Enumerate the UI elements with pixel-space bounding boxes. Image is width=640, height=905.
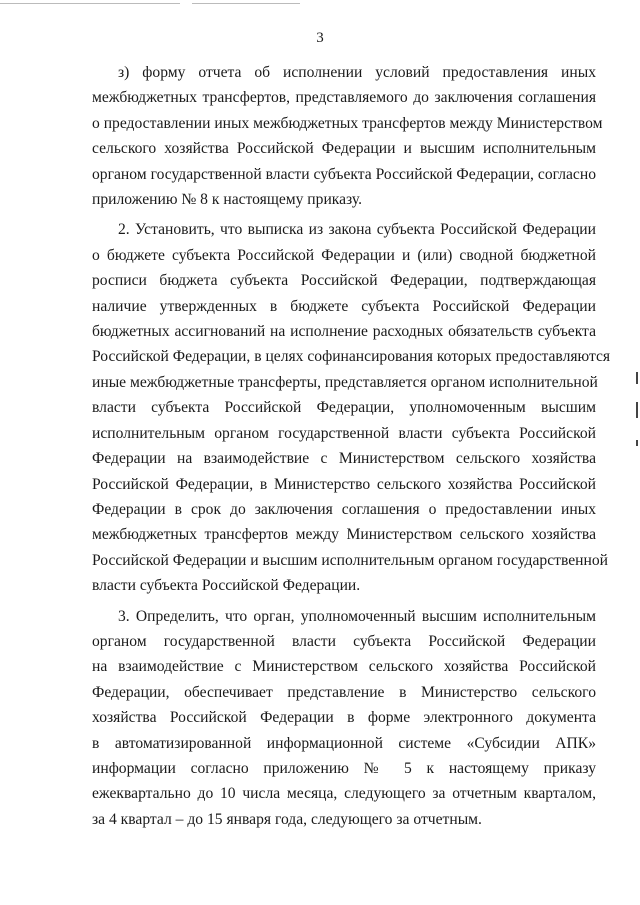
text-line: межбюджетных трансфертов, представляемого до заключения соглашения bbox=[92, 89, 596, 107]
text-line: сельского хозяйства Российской Федерации и высшим исполнительным bbox=[92, 140, 596, 158]
text-line: Федерации на взаимодействие с Министерством сельского хозяйства bbox=[92, 450, 596, 468]
document-body bbox=[92, 60, 611, 832]
text-line: в автоматизированной информационной системе «Субсидии АПК» bbox=[92, 734, 596, 752]
text-line: органом государственной власти субъекта Российской Федерации bbox=[92, 632, 596, 650]
text-line: исполнительным органом государственной власти субъекта Российской bbox=[92, 424, 596, 442]
text-line: росписи бюджета субъекта Российской Федерации, подтверждающая bbox=[92, 272, 596, 290]
paragraph-item-3 bbox=[92, 604, 596, 833]
text-line: Российской Федерации и высшим исполнительным органом государственной bbox=[92, 551, 608, 569]
text-line: 3. Определить, что орган, уполномоченный высшим исполнительным bbox=[118, 607, 596, 625]
scan-edge-mark bbox=[636, 440, 638, 446]
text-line: приложению № 8 к настоящему приказу. bbox=[92, 191, 363, 209]
text-line: власти субъекта Российской Федерации. bbox=[92, 577, 361, 595]
text-line: на взаимодействие с Министерством сельского хозяйства Российской bbox=[92, 658, 596, 676]
text-line: Федерации в срок до заключения соглашения о предоставлении иных bbox=[92, 500, 596, 518]
text-line: о предоставлении иных межбюджетных трансфертов между Министерством bbox=[92, 114, 603, 132]
text-line: Федерации, обеспечивает представление в Министерство сельского bbox=[92, 683, 596, 701]
text-line: Российской Федерации, в целях софинансирования которых предоставляются bbox=[92, 348, 611, 366]
text-line: о бюджете субъекта Российской Федерации и (или) сводной бюджетной bbox=[92, 246, 596, 264]
paragraph-item-z bbox=[92, 60, 603, 212]
text-line: хозяйства Российской Федерации в форме электронного документа bbox=[92, 709, 596, 727]
scan-edge-mark bbox=[636, 372, 638, 384]
text-line: Российской Федерации, в Министерство сельского хозяйства Российской bbox=[92, 475, 596, 493]
text-line: за 4 квартал – до 15 января года, следующего за отчетным. bbox=[92, 810, 482, 828]
text-line: иные межбюджетные трансферты, представляется органом исполнительной bbox=[92, 373, 598, 391]
page-number: 3 bbox=[316, 30, 324, 46]
text-line: бюджетных ассигнований на исполнение расходных обязательств субъекта bbox=[92, 323, 596, 341]
scan-artifact-line bbox=[0, 3, 300, 4]
text-line: 2. Установить, что выписка из закона субъекта Российской Федерации bbox=[118, 221, 596, 239]
text-line: органом государственной власти субъекта Российской Федерации, согласно bbox=[92, 165, 596, 183]
text-line: ежеквартально до 10 числа месяца, следующего за отчетным кварталом, bbox=[92, 785, 596, 803]
text-line: з) форму отчета об исполнении условий предоставления иных bbox=[118, 64, 596, 81]
text-line: власти субъекта Российской Федерации, уполномоченным высшим bbox=[92, 399, 596, 417]
paragraph-item-2 bbox=[92, 217, 611, 598]
text-line: наличие утвержденных в бюджете субъекта Российской Федерации bbox=[92, 297, 596, 315]
scan-edge-mark bbox=[636, 402, 638, 418]
text-line: межбюджетных трансфертов между Министерством сельского хозяйства bbox=[92, 526, 596, 544]
text-line: информации согласно приложению № 5 к настоящему приказу bbox=[92, 759, 596, 777]
